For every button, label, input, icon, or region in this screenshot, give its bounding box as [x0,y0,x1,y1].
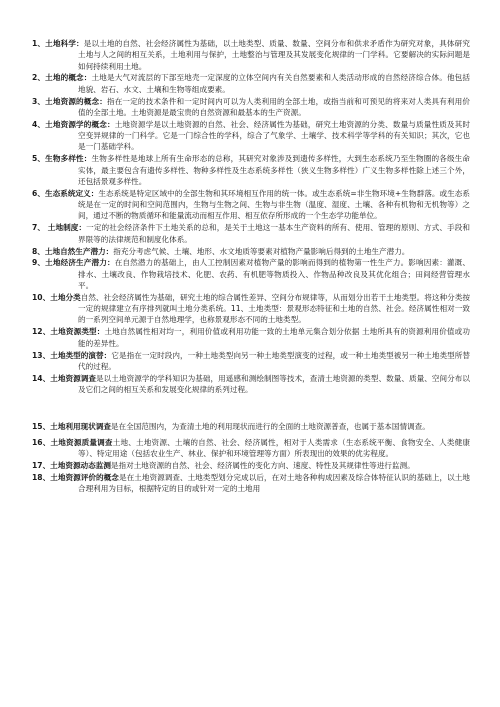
entry-term: 14、土地资源调查 [32,373,97,383]
definition-entry-6 [32,188,470,222]
definition-entry-7 [32,222,470,245]
entry-text: 是以土地资源学的学科知识为基础，用遥感和测绘制图等技术，查清土地资源的类型、数量、质量、空间分布以及它们之间的相互关系和发展变化规律的系列过程。 [78,373,470,395]
entry-term: 12、土地资源类型： [32,327,105,337]
entry-term: 15、土地利用现状调查 [32,422,111,432]
definition-entry-9 [32,257,470,291]
entry-term: 1、土地科学： [32,39,84,48]
definition-entry-10 [32,292,470,326]
definition-entry-18 [32,472,470,495]
definition-entry-8 [32,246,470,257]
definition-entry-2 [32,72,470,95]
definition-entry-17 [32,460,470,471]
entry-term: 8、土地自然生产潜力： [32,246,114,256]
entry-text: 土地自然属性相对均一，利用价值或利用功能一致的土地单元集合划分依据 土地所具有的资源利用价值或功能的差异性。 [78,327,470,348]
definition-entry-3 [32,96,470,119]
entry-text: 土地是大气对流层的下部至地壳一定深度的立体空间内有关自然要素和人类活动形成的自然经济综合体。他包括地貌、岩石、水文、土壤和生物等组成要素。 [78,73,470,94]
entry-term: 13、土地类型的演替： [32,350,112,360]
definition-entry-16 [32,437,470,460]
entry-term: 6、生态系统定义： [32,188,99,198]
section-spacer [32,395,470,421]
entry-text: 生物多样性是地球上所有生命形态的总称，其研究对象涉及到遗传多样性，大到生态系统乃至生物圈的各级生命实体，最主要包含有遗传多样性、物种多样性及生态系统多样性（狭义生物多样性）广义生物多样性除上述三个外，还包括景观多样性。 [78,154,470,186]
entry-text: 它是指在一定时段内，一种土地类型向另一种土地类型演变的过程，或一种土地类型被另一种土地类型所替代的过程。 [78,350,470,371]
entry-term: 4、土地资源学的概念： [32,119,115,129]
entry-text: 在自然潜力的基础上，由人工控制因素对植物产量的影响而得到的植物第一性生产力。影响因素：灌溉、排水、土壤改良、作物栽培技术、化肥、农药、有机肥等物质投入、作物品种改良及其优化组合；田间经营管理水平。 [78,258,470,290]
definition-entry-4 [32,119,470,153]
entry-term: 5、生物多样性： [32,154,92,164]
definition-entry-1 [32,38,470,72]
definition-entry-13 [32,350,470,373]
definition-entry-14 [32,373,470,396]
entry-term: 7、 土地制度： [32,223,87,233]
entry-term: 17、土地资源动态监测 [32,460,111,470]
definition-entry-15 [32,421,470,432]
entry-text: 指在一定的技术条件和一定时间内可以为人类利用的全部土地，或指当前和可预见的将来对人类具有利用价值的全部土地。土地资源是最宝贵的自然资源和最基本的生产资源。 [78,96,470,117]
entry-text: 一定的社会经济条件下土地关系的总和，是关于土地这一基本生产资料的所有、使用、管理的原则、方式、手段和界限等的法律规范和制度化体系。 [78,223,470,244]
entry-text: 自然、社会经济属性为基础，研究土地的综合属性差异、空间分布规律等，从而划分出若干土地类型。将这种分类按一定的规律建立有序排列就叫土地分类系统。11、土地类型：景观形态特征和土地的自然、社会。经济属性相对一致的一系列空间单元源于自然地理学，也称景观形态不同的土地类型。 [78,292,470,325]
definition-entry-12 [32,326,470,349]
entry-term: 10、土地分类 [32,292,81,302]
entry-term: 3、土地资源的概念： [32,96,107,106]
entry-text: 是在土地资源调查、土地类型划分完成以后，在对土地各种构成因素及综合体特征认识的基础上，以土地合理利用为目标，根据特定的目的或针对一定的土地用 [78,472,470,493]
entry-text: 是指对土地资源的自然、社会、经济属性的变化方向、速度、特性及其规律性等进行监测。 [110,460,415,470]
definition-entry-5 [32,153,470,187]
entry-text: 指充分考虑气候、土壤、地形、水文地质等要素对植物产量影响后得到的土地生产潜力。 [113,246,410,256]
entry-text: 生态系统是特定区域中的全部生物和其环境相互作用的统一体。或生态系统=非生物环境+生物群落。或生态系统是在一定的时间和空间范围内，生物与生物之间、生物与非生物（温度、湿度、土壤、各种有机物和无机物等）之间，通过不断的物质循环和能量流动而相互作用、相互依存所形成的一个生态学功能单位。 [78,188,470,221]
entry-term: 9、土地经济生产潜力： [32,258,115,268]
entry-term: 16、土地资源质量调查 [32,437,113,447]
entry-text: 土地、土地资源、土壤的自然、社会、经济属性，相对于人类需求（生态系统平衡、食物安全、人类健康等）、特定用途（包括农业生产、林业、保护和环境管理等方面）所表现出的效果的优劣程度。 [78,437,470,458]
entry-term: 2、土地的概念： [32,73,92,83]
entry-text: 是在全国范围内，为查清土地的利用现状而进行的全面的土地资源普查，也属于基本国情调查。 [110,422,430,432]
entry-term: 18、土地资源评价的概念 [32,472,119,482]
entry-text: 土地资源学是以土地资源的自然、社会、经济属性为基础，研究土地资源的分类、数量与质量性质及其时空变异规律的一门科学。它是一门综合性的学科，综合了气象学、土壤学、技术科学等学科的有关知识；其次，它也是一门基础学科。 [78,119,470,152]
entry-text: 是以土地的自然、社会经济属性为基础，以土地类型、质量、数量、空间分布和供求矛盾作为研究对象，具体研究土地与人之间的相互关系，土地利用与保护，土地整治与管理及其发展变化规律的一门学科。它要解决的实际问题是如何持续利用土地。 [78,39,470,71]
